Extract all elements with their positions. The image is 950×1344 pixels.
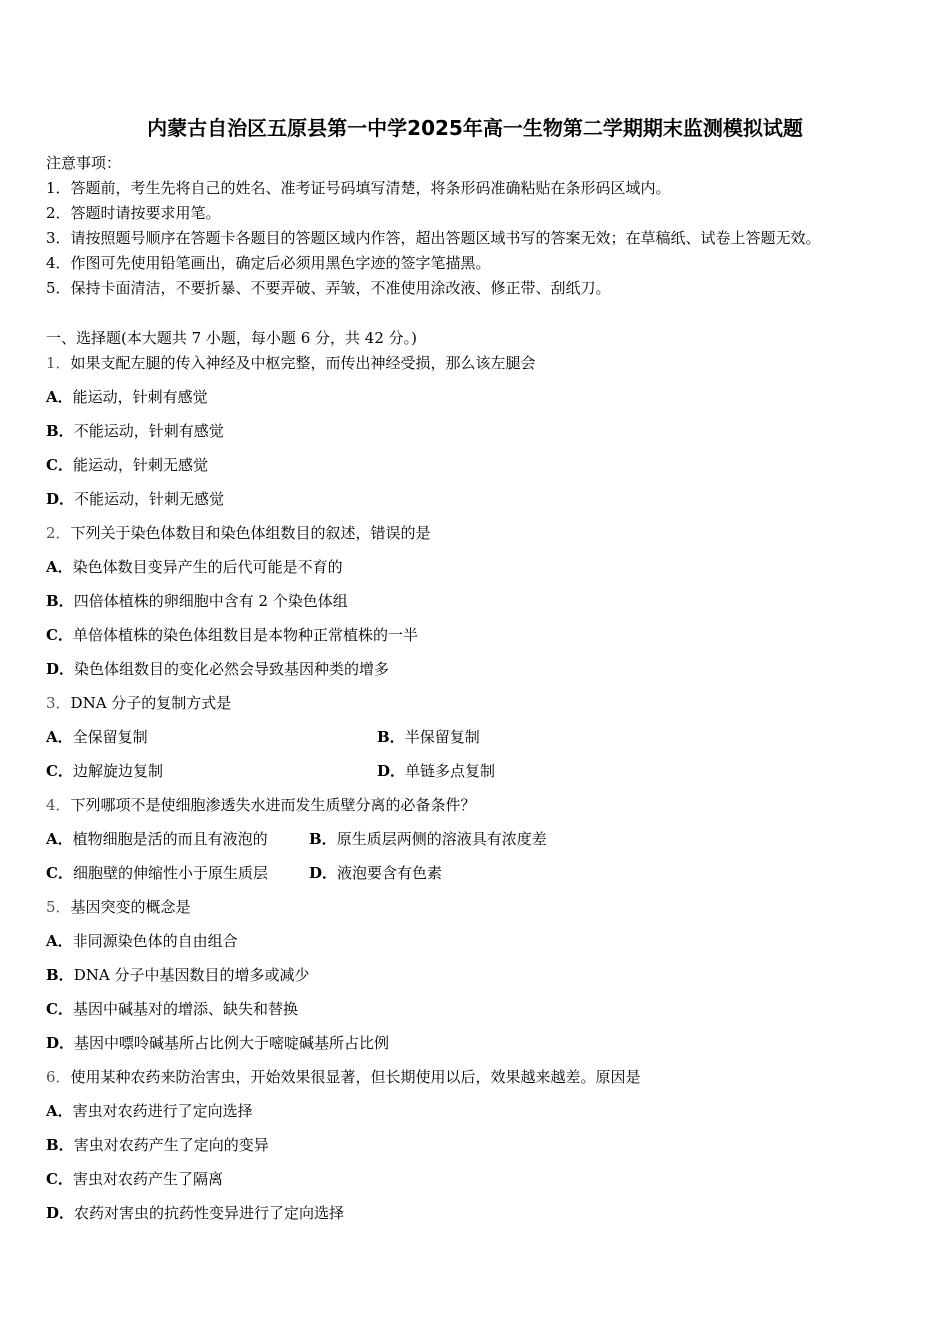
option	[46, 420, 224, 441]
option-text: 基因中嘌呤碱基所占比例大于嘧啶碱基所占比例	[74, 1034, 390, 1052]
option-label: B．	[46, 1136, 74, 1154]
option-label: C．	[46, 456, 73, 474]
option-label: D．	[309, 864, 338, 882]
question-text: 下列关于染色体数目和染色体组数目的叙述，错误的是	[70, 524, 431, 542]
option	[46, 386, 208, 407]
notice-heading: 注意事项：	[46, 154, 122, 172]
option	[46, 590, 348, 611]
option-text: 农药对害虫的抗药性变异进行了定向选择	[74, 1204, 345, 1222]
notice-item: 4．作图可先使用铅笔画出，确定后必须用黑色字迹的签字笔描黑。	[46, 254, 491, 272]
option	[46, 828, 268, 849]
option-text: 液泡要含有色素	[337, 864, 443, 882]
option-text: 不能运动，针刺无感觉	[74, 490, 225, 508]
option-text: 非同源染色体的自由组合	[72, 932, 238, 950]
option-label: D．	[46, 490, 75, 508]
option-text: 害虫对农药产生了定向的变异	[73, 1136, 269, 1154]
option	[46, 1032, 389, 1053]
notice-item: 2．答题时请按要求用笔。	[46, 204, 221, 222]
option-label: D．	[46, 1034, 75, 1052]
option-label: A．	[46, 558, 73, 576]
question-number: 1．	[46, 354, 71, 372]
option	[46, 658, 389, 679]
option-label: C．	[46, 762, 73, 780]
option	[46, 964, 309, 985]
option-text: 染色体数目变异产生的后代可能是不育的	[72, 558, 343, 576]
question-text: 下列哪项不是使细胞渗透失水进而发生质壁分离的必备条件？	[70, 796, 476, 814]
question-text: 基因突变的概念是	[70, 898, 191, 916]
option-text: 染色体组数目的变化必然会导致基因种类的增多	[74, 660, 390, 678]
option-text: 四倍体植株的卵细胞中含有 2 个染色体组	[73, 592, 348, 610]
option-label: D．	[46, 1204, 75, 1222]
option	[46, 760, 163, 781]
notice-item: 3．请按照题号顺序在答题卡各题目的答题区域内作答，超出答题区域书写的答案无效；在草稿纸、试卷上答题无效。	[46, 229, 821, 247]
option-label: B．	[46, 966, 74, 984]
option-text: 边解旋边复制	[72, 762, 163, 780]
option-label: B．	[46, 422, 74, 440]
option-text: 单链多点复制	[405, 762, 496, 780]
option	[309, 862, 442, 883]
option-label: A．	[46, 728, 73, 746]
question-number: 5．	[46, 898, 71, 916]
option-label: C．	[46, 626, 73, 644]
option	[46, 1202, 344, 1223]
question-stem	[46, 1066, 641, 1087]
option-text: 能运动，针刺无感觉	[72, 456, 208, 474]
option-text: DNA 分子中基因数目的增多或减少	[73, 966, 310, 984]
option-label: A．	[46, 1102, 73, 1120]
option-text: 基因中碱基对的增添、缺失和替换	[72, 1000, 298, 1018]
question-stem	[46, 692, 231, 713]
option-text: 全保留复制	[72, 728, 148, 746]
option-text: 不能运动，针刺有感觉	[73, 422, 224, 440]
option	[377, 760, 495, 781]
option	[46, 930, 238, 951]
question-stem	[46, 522, 431, 543]
option-text: 细胞壁的伸缩性小于原生质层	[72, 864, 268, 882]
option	[377, 726, 480, 747]
question-stem	[46, 352, 536, 373]
option-label: C．	[46, 1170, 73, 1188]
option-label: C．	[46, 1000, 73, 1018]
question-number: 4．	[46, 796, 71, 814]
option-text: 半保留复制	[404, 728, 480, 746]
option-label: B．	[377, 728, 405, 746]
option	[46, 998, 298, 1019]
option-label: B．	[46, 592, 74, 610]
option-text: 单倍体植株的染色体组数目是本物种正常植株的一半	[72, 626, 418, 644]
option-text: 害虫对农药产生了隔离	[72, 1170, 223, 1188]
question-number: 3．	[46, 694, 71, 712]
option-label: A．	[46, 388, 73, 406]
question-text: DNA 分子的复制方式是	[70, 694, 232, 712]
question-text: 使用某种农药来防治害虫，开始效果很显著，但长期使用以后，效果越来越差。原因是	[70, 1068, 641, 1086]
option	[46, 1134, 269, 1155]
option-label: B．	[309, 830, 337, 848]
option	[46, 1100, 253, 1121]
option	[46, 556, 343, 577]
question-number: 6．	[46, 1068, 71, 1086]
option-label: A．	[46, 932, 73, 950]
option	[46, 1168, 223, 1189]
option-label: D．	[46, 660, 75, 678]
question-text: 如果支配左腿的传入神经及中枢完整，而传出神经受损，那么该左腿会	[70, 354, 536, 372]
question-stem	[46, 794, 476, 815]
option-text: 能运动，针刺有感觉	[72, 388, 208, 406]
question-stem	[46, 896, 191, 917]
notice-item: 5．保持卡面清洁，不要折暴、不要弄破、弄皱，不准使用涂改液、修正带、刮纸刀。	[46, 279, 611, 297]
option	[46, 488, 224, 509]
option-label: D．	[377, 762, 406, 780]
option	[309, 828, 547, 849]
option	[46, 454, 208, 475]
page-title: 内蒙古自治区五原县第一中学2025年高一生物第二学期期末监测模拟试题	[147, 116, 803, 140]
question-number: 2．	[46, 524, 71, 542]
option-text: 植物细胞是活的而且有液泡的	[72, 830, 268, 848]
section-heading: 一、选择题(本大题共 7 小题，每小题 6 分，共 42 分。)	[46, 329, 417, 347]
option	[46, 862, 268, 883]
option-label: C．	[46, 864, 73, 882]
option-label: A．	[46, 830, 73, 848]
option	[46, 624, 418, 645]
option	[46, 726, 148, 747]
option-text: 害虫对农药进行了定向选择	[72, 1102, 253, 1120]
notice-item: 1．答题前，考生先将自己的姓名、准考证号码填写清楚，将条形码准确粘贴在条形码区域内。	[46, 179, 671, 197]
option-text: 原生质层两侧的溶液具有浓度差	[336, 830, 547, 848]
